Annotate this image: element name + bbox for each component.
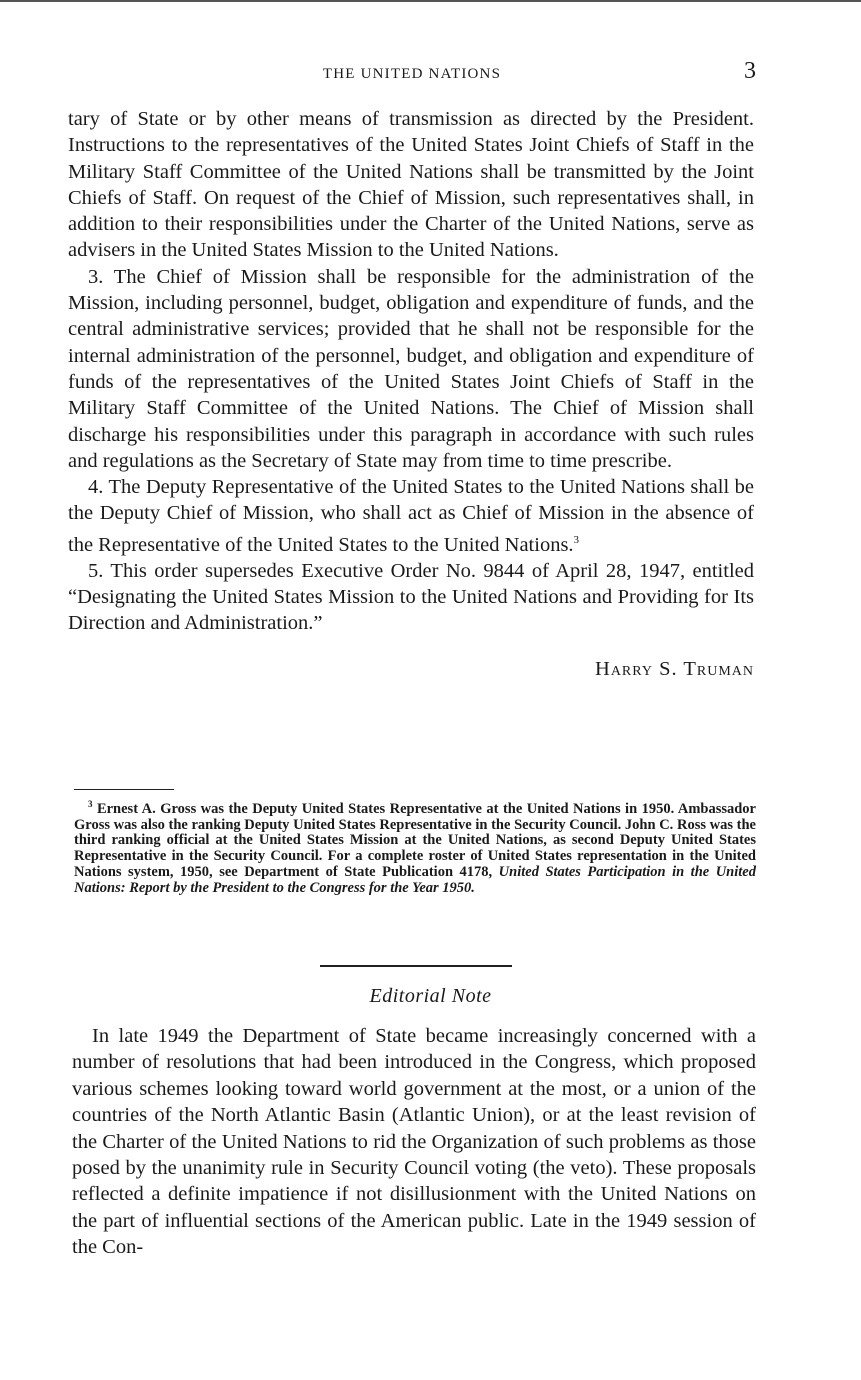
footnote-rule	[74, 789, 174, 790]
editorial-note-title: Editorial Note	[369, 985, 492, 1007]
signature: Harry S. Truman	[595, 657, 754, 680]
main-text	[68, 106, 754, 682]
paragraph-3: 3. The Chief of Mission shall be responsible for the administration of the Mission, including personnel, budget, obligation and expenditure of funds, and the central administrative services; provided that he shall not be responsible for the internal administration of the personnel, budget, and obligation and expenditure of funds of the representatives of the United States Joint Chiefs of Staff in the Military Staff Committee of the United Nations. The Chief of Mission shall discharge his responsibilities under this paragraph in accordance with such rules and regulations as the Secretary of State may from time to time prescribe.	[68, 265, 754, 472]
page-number: 3	[744, 58, 756, 84]
paragraph-4	[68, 474, 754, 558]
paragraph-continuation: tary of State or by other means of transmission as directed by the President. Instructions to the representatives of the United States Joint Chiefs of Staff in the Military Staff Committee of the United Nations shall be transmitted by the Joint Chiefs of Staff. On request of the Chief of Mission, such representatives shall, in addition to their responsibilities under the Charter of the United Nations, serve as advisers in the United States Mission to the United Nations.	[68, 108, 754, 262]
footnote-text: Ernest A. Gross was the Deputy United States Representative at the United Nations in 1950. Ambassador Gross was also the ranking Deputy United States Representative in the Security Council. John C. Ross was the third ranking official at the United States Mission at the United Nations, as second Deputy United States Representative in the Security Council. For a complete roster of United States representation in the United Nations system, 1950, see Department of State Publication 4178,	[74, 800, 756, 881]
page-header	[68, 58, 756, 94]
footnote-marker: 3	[88, 799, 93, 809]
running-title: THE UNITED NATIONS	[322, 66, 502, 82]
section-separator	[320, 965, 512, 967]
top-rule	[0, 0, 861, 2]
editorial-note-text: In late 1949 the Department of State became increasingly concerned with a number of resolutions that had been introduced in the Congress, which proposed various schemes looking toward world government at the most, or a union of the countries of the North Atlantic Basin (Atlantic Union), or at the least revision of the Charter of the United Nations to rid the Organization of such problems as those posed by the unanimity rule in Security Council voting (the veto). These proposals reflected a definite impatience if not disillusionment with the United Nations on the part of influential sections of the American public. Late in the 1949 session of the Con-	[72, 1025, 756, 1259]
footnote-reference: 3	[573, 533, 580, 546]
footnote-publication-title: United States Participation in the United Nations: Report by the President to the Congress for the Year 1950.	[74, 864, 756, 896]
paragraph-4-text: 4. The Deputy Representative of the United States to the United Nations shall be the Deputy Chief of Mission, who shall act as Chief of Mission in the absence of the Representative of the United States to the United Nations.	[68, 476, 754, 556]
paragraph-5: 5. This order supersedes Executive Order No. 9844 of April 28, 1947, entitled “Designating the United States Mission to the United Nations and Providing for Its Direction and Administration.”	[68, 559, 754, 635]
footnote	[74, 797, 756, 897]
